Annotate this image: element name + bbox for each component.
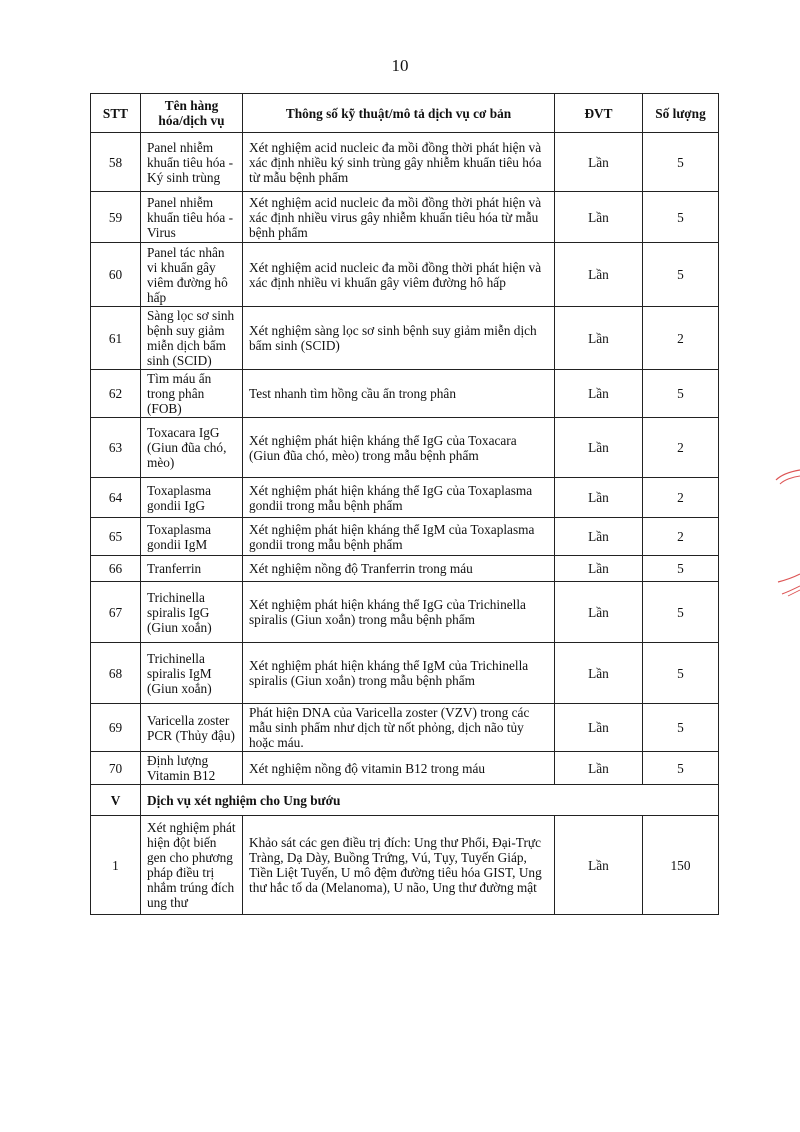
table-row [91, 307, 719, 370]
row-unit: Lần [555, 816, 643, 915]
table-row [91, 518, 719, 556]
row-name: Định lượng Vitamin B12 [141, 752, 243, 785]
row-stt: 66 [91, 556, 141, 582]
table-row [91, 556, 719, 582]
row-name: Panel tác nhân vi khuẩn gây viêm đường hô hấp [141, 243, 243, 307]
header-name: Tên hàng hóa/dịch vụ [141, 94, 243, 133]
row-unit: Lần [555, 582, 643, 643]
services-table [90, 93, 719, 915]
row-desc: Xét nghiệm nồng độ vitamin B12 trong máu [243, 752, 555, 785]
row-qty: 5 [643, 643, 719, 704]
row-name: Trichinella spiralis IgG (Giun xoắn) [141, 582, 243, 643]
row-unit: Lần [555, 478, 643, 518]
stamp-arc-icon [770, 462, 800, 612]
row-unit: Lần [555, 133, 643, 192]
row-stt: 59 [91, 192, 141, 243]
section-number: V [91, 785, 141, 816]
row-qty: 5 [643, 243, 719, 307]
row-name: Trichinella spiralis IgM (Giun xoắn) [141, 643, 243, 704]
row-name: Tranferrin [141, 556, 243, 582]
row-unit: Lần [555, 752, 643, 785]
row-name: Toxaplasma gondii IgG [141, 478, 243, 518]
row-stt: 63 [91, 418, 141, 478]
row-unit: Lần [555, 418, 643, 478]
row-qty: 2 [643, 518, 719, 556]
table-row [91, 133, 719, 192]
table-row [91, 704, 719, 752]
row-unit: Lần [555, 643, 643, 704]
row-stt: 69 [91, 704, 141, 752]
row-stt: 1 [91, 816, 141, 915]
row-name: Sàng lọc sơ sinh bệnh suy giảm miễn dịch bẩm sinh (SCID) [141, 307, 243, 370]
row-unit: Lần [555, 192, 643, 243]
table-row [91, 370, 719, 418]
row-qty: 5 [643, 192, 719, 243]
row-desc: Xét nghiệm phát hiện kháng thể IgG của Trichinella spiralis (Giun xoắn) trong mẫu bệnh phẩm [243, 582, 555, 643]
table-row [91, 478, 719, 518]
row-qty: 5 [643, 752, 719, 785]
table-row [91, 582, 719, 643]
header-qty: Số lượng [643, 94, 719, 133]
page-number: 10 [391, 56, 409, 75]
section-header-row [91, 785, 719, 816]
header-desc: Thông số kỹ thuật/mô tả dịch vụ cơ bản [243, 94, 555, 133]
row-stt: 65 [91, 518, 141, 556]
row-stt: 67 [91, 582, 141, 643]
row-name: Varicella zoster PCR (Thủy đậu) [141, 704, 243, 752]
row-name: Xét nghiệm phát hiện đột biến gen cho phương pháp điều trị nhắm trúng đích ung thư [141, 816, 243, 915]
section-title: Dịch vụ xét nghiệm cho Ung bướu [141, 785, 719, 816]
table-row [91, 816, 719, 915]
table-row [91, 192, 719, 243]
table-row [91, 418, 719, 478]
row-unit: Lần [555, 307, 643, 370]
row-qty: 5 [643, 370, 719, 418]
row-desc: Khảo sát các gen điều trị đích: Ung thư Phổi, Đại-Trực Tràng, Dạ Dày, Buồng Trứng, Vú, Tụy, Tuyến Giáp, Tiền Liệt Tuyến, U mô đệm đường tiêu hóa GIST, Ung thư hắc tố da (Melanoma), U não, Ung thư đường mật [243, 816, 555, 915]
row-stt: 61 [91, 307, 141, 370]
stamp-fragment [770, 462, 800, 612]
row-qty: 5 [643, 133, 719, 192]
row-desc: Xét nghiệm acid nucleic đa mồi đồng thời phát hiện và xác định nhiều ký sinh trùng gây nhiễm khuẩn tiêu hóa từ mẫu bệnh phẩm [243, 133, 555, 192]
row-qty: 5 [643, 704, 719, 752]
row-stt: 62 [91, 370, 141, 418]
row-name: Toxaplasma gondii IgM [141, 518, 243, 556]
row-qty: 2 [643, 418, 719, 478]
table-header-row [91, 94, 719, 133]
header-stt: STT [91, 94, 141, 133]
row-qty: 2 [643, 307, 719, 370]
row-stt: 70 [91, 752, 141, 785]
table-row [91, 243, 719, 307]
table-row [91, 752, 719, 785]
row-stt: 64 [91, 478, 141, 518]
row-desc: Test nhanh tìm hồng cầu ẩn trong phân [243, 370, 555, 418]
row-unit: Lần [555, 556, 643, 582]
row-name: Panel nhiễm khuẩn tiêu hóa - Ký sinh trùng [141, 133, 243, 192]
row-name: Toxacara IgG (Giun đũa chó, mèo) [141, 418, 243, 478]
row-desc: Xét nghiệm sàng lọc sơ sinh bệnh suy giảm miễn dịch bẩm sinh (SCID) [243, 307, 555, 370]
row-unit: Lần [555, 518, 643, 556]
row-qty: 5 [643, 582, 719, 643]
row-unit: Lần [555, 370, 643, 418]
row-qty: 150 [643, 816, 719, 915]
row-desc: Xét nghiệm acid nucleic đa mồi đồng thời phát hiện và xác định nhiều virus gây nhiễm khuẩn tiêu hóa từ mẫu bệnh phẩm [243, 192, 555, 243]
row-unit: Lần [555, 704, 643, 752]
row-stt: 60 [91, 243, 141, 307]
row-desc: Xét nghiệm phát hiện kháng thể IgG của Toxaplasma gondii trong mẫu bệnh phẩm [243, 478, 555, 518]
row-name: Panel nhiễm khuẩn tiêu hóa - Virus [141, 192, 243, 243]
row-desc: Phát hiện DNA của Varicella zoster (VZV) trong các mẫu sinh phẩm như dịch từ nốt phỏng, dịch não tủy hoặc máu. [243, 704, 555, 752]
row-qty: 2 [643, 478, 719, 518]
row-unit: Lần [555, 243, 643, 307]
row-qty: 5 [643, 556, 719, 582]
row-desc: Xét nghiệm phát hiện kháng thể IgM của Toxaplasma gondii trong mẫu bệnh phẩm [243, 518, 555, 556]
row-desc: Xét nghiệm phát hiện kháng thể IgG của Toxacara (Giun đũa chó, mèo) trong mẫu bệnh phẩm [243, 418, 555, 478]
row-desc: Xét nghiệm acid nucleic đa mồi đồng thời phát hiện và xác định nhiều vi khuẩn gây viêm đường hô hấp [243, 243, 555, 307]
row-stt: 68 [91, 643, 141, 704]
row-name: Tìm máu ẩn trong phân (FOB) [141, 370, 243, 418]
row-desc: Xét nghiệm nồng độ Tranferrin trong máu [243, 556, 555, 582]
table-row [91, 643, 719, 704]
header-unit: ĐVT [555, 94, 643, 133]
row-desc: Xét nghiệm phát hiện kháng thể IgM của Trichinella spiralis (Giun xoắn) trong mẫu bệnh phẩm [243, 643, 555, 704]
row-stt: 58 [91, 133, 141, 192]
